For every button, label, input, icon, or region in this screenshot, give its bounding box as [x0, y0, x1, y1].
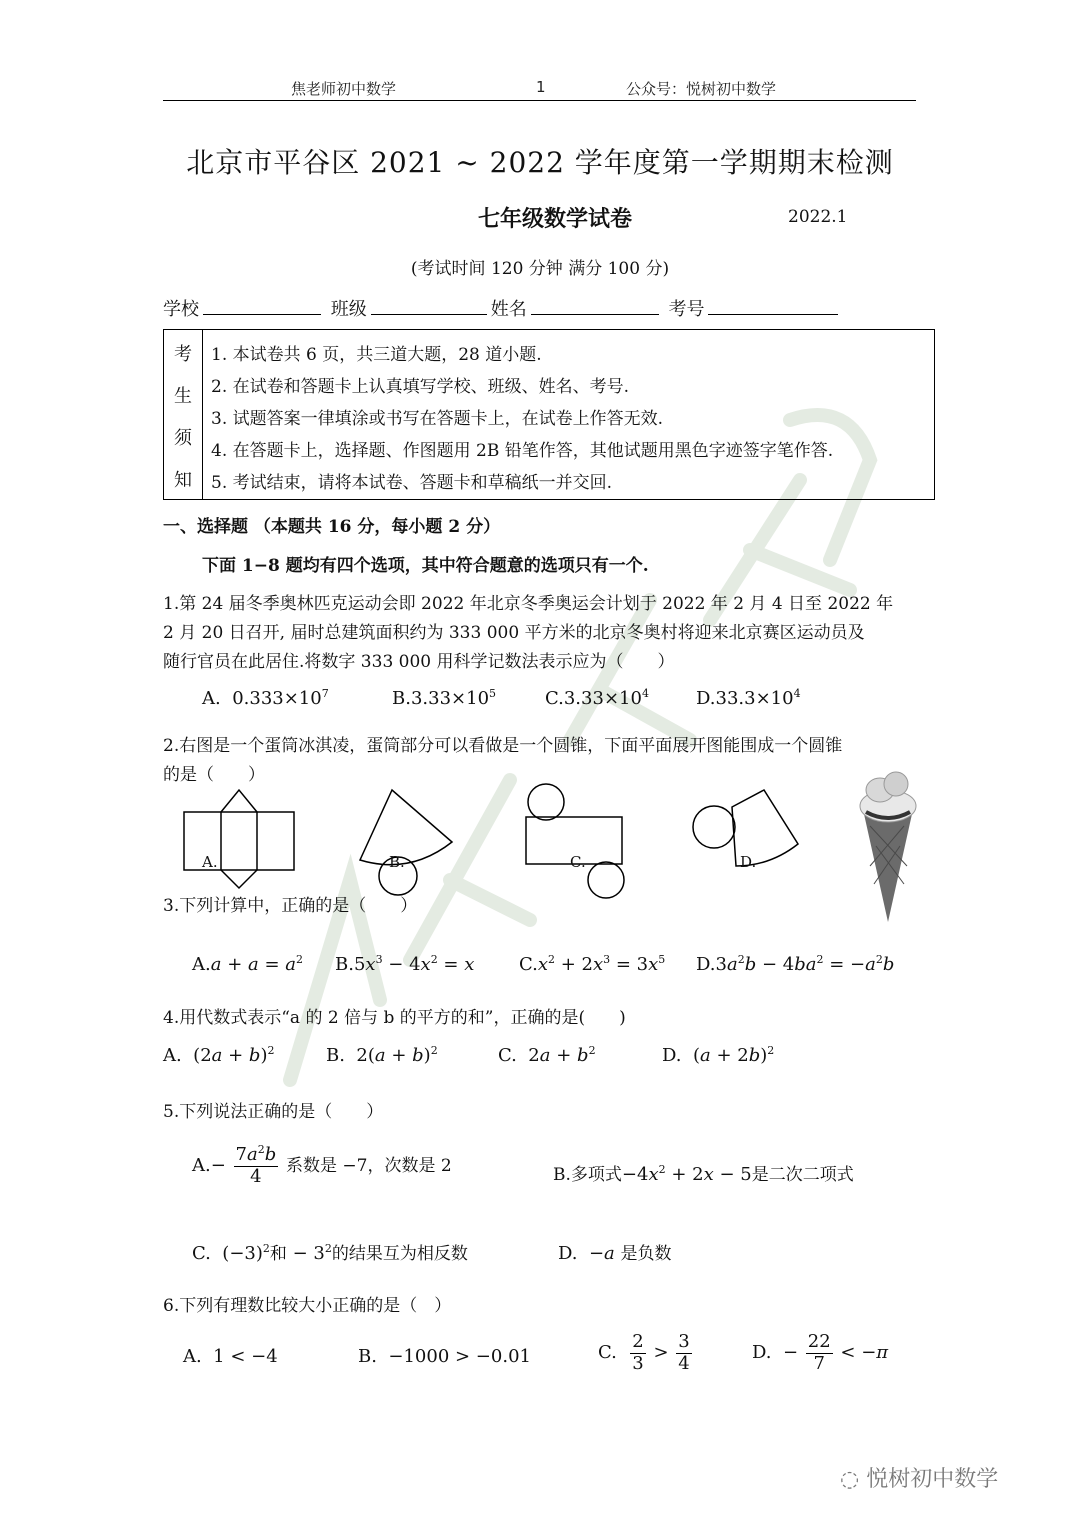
- exam-date: 2022.1: [788, 207, 848, 227]
- q6-option-d: D. − $\frac{22}{7}$ < −π: [752, 1331, 889, 1374]
- notice-label-char: 生: [174, 386, 192, 407]
- net-label-b: B.: [389, 853, 405, 871]
- net-label-c: C.: [570, 853, 586, 871]
- watermark-logo: ◌ 悦树初中数学: [840, 1467, 999, 1492]
- q1-line: 随行官员在此居住.将数字 333 000 用科学记数法表示应为（ ）: [163, 652, 675, 672]
- id-label: 考号: [668, 299, 705, 320]
- q3-option-c: $C.x^2 + 2x^3 = 3x^5$: [519, 953, 666, 975]
- notice-label-char: 须: [174, 428, 192, 449]
- q4-stem: 4.用代数式表示“a 的 2 倍与 b 的平方的和”，正确的是( ): [163, 1008, 626, 1028]
- exam-subtitle: 七年级数学试卷: [478, 206, 633, 232]
- q4-option-b: B. $2(a + b)^2$: [326, 1044, 438, 1066]
- page-number: 1: [536, 78, 546, 96]
- net-label-a: A.: [202, 853, 218, 871]
- q1-line: 2 月 20 日召开, 届时总建筑面积约为 333 000 平方米的北京冬奥村将迎来北京赛区运动员及: [163, 623, 865, 643]
- notice-label: [164, 330, 203, 499]
- q3-option-b: $B.5x^3 - 4x^2 = x$: [335, 953, 475, 975]
- class-label: 班级: [330, 299, 367, 320]
- notice-box: [163, 329, 935, 500]
- q4-option-a: A. $(2a + b)^2$: [163, 1044, 275, 1066]
- name-label: 姓名: [490, 299, 527, 320]
- exam-title: 北京市平谷区 2021 ~ 2022 学年度第一学期期末检测: [186, 146, 894, 179]
- q3-option-d: $D.3a^2b - 4ba^2 = -a^2b$: [696, 953, 895, 975]
- class-blank[interactable]: [371, 296, 487, 315]
- q5-option-b: B.多项式$-4x^2 + 2x - 5$是二次二项式: [553, 1163, 854, 1185]
- notice-item: 3. 试题答案一律填涂或书写在答题卡上，在试卷上作答无效.: [211, 409, 664, 429]
- net-figure-a: [170, 780, 310, 890]
- q5-option-a: A.− $\frac{7a^2b}{4}$ 系数是 −7，次数是 2: [192, 1143, 452, 1187]
- notice-label-char: 知: [174, 470, 192, 491]
- student-fields: [163, 295, 842, 321]
- q1-option-c: $C.3.33\times 10^4$: [545, 687, 649, 709]
- q3-option-a: $A.a + a = a^2$: [192, 953, 303, 975]
- q5-option-c: C. $(-3)^2$和 − $3^2$的结果互为相反数: [192, 1242, 468, 1264]
- notice-item: 5. 考试结束，请将本试卷、答题卡和草稿纸一并交回.: [211, 473, 613, 493]
- q5-option-d: D. −a 是负数: [558, 1243, 672, 1264]
- q4-option-c: C. $2a + b^2$: [498, 1044, 596, 1066]
- net-figure-c: [520, 782, 640, 902]
- notice-item: 4. 在答题卡上，选择题、作图题用 2B 铅笔作答，其他试题用黑色字迹签字笔作答.: [211, 441, 834, 461]
- header-rule: [163, 100, 916, 101]
- school-blank[interactable]: [203, 296, 321, 315]
- q6-option-a: A. 1 < −4: [183, 1346, 278, 1367]
- wechat-icon: ◌: [840, 1467, 860, 1492]
- q2-line: 2.右图是一个蛋筒冰淇凌，蛋筒部分可以看做是一个圆锥，下面平面展开图能围成一个圆锥: [163, 736, 843, 756]
- ice-cream-cone-image: [852, 766, 922, 926]
- id-blank[interactable]: [708, 296, 838, 315]
- school-label: 学校: [163, 299, 199, 320]
- q2-line: 的是（ ）: [163, 765, 265, 785]
- section-instruction: 下面 1−8 题均有四个选项，其中符合题意的选项只有一个.: [202, 556, 649, 576]
- header-left: 焦老师初中数学: [291, 80, 397, 98]
- net-label-d: D.: [740, 853, 757, 871]
- header-right: 公众号：悦树初中数学: [626, 80, 777, 98]
- q1-option-d: $D.33.3\times 10^4$: [696, 687, 801, 709]
- name-blank[interactable]: [531, 296, 659, 315]
- q1-option-b: $B.3.33\times 10^5$: [392, 687, 497, 709]
- q6-stem: 6.下列有理数比较大小正确的是（ ）: [163, 1296, 452, 1316]
- notice-label-char: 考: [174, 344, 192, 365]
- notice-item: 1. 本试卷共 6 页，共三道大题，28 道小题.: [211, 345, 542, 365]
- q6-option-b: B. −1000 > −0.01: [358, 1346, 531, 1367]
- net-figure-b: [350, 780, 490, 900]
- q1-option-a: A. $0.333\times 10^7$: [202, 687, 329, 709]
- q6-option-c: C. $\frac{2}{3}$ > $\frac{3}{4}$: [598, 1331, 690, 1374]
- q4-option-d: D. $(a + 2b)^2$: [662, 1044, 775, 1066]
- exam-info: (考试时间 120 分钟 满分 100 分): [410, 259, 670, 279]
- q3-stem: 3.下列计算中，正确的是（ ）: [163, 896, 418, 916]
- notice-item: 2. 在试卷和答题卡上认真填写学校、班级、姓名、考号.: [211, 377, 630, 397]
- q5-stem: 5.下列说法正确的是（ ）: [163, 1102, 384, 1122]
- section-heading: 一、选择题 （本题共 16 分，每小题 2 分）: [163, 517, 501, 537]
- q1-line: 1.第 24 届冬季奥林匹克运动会即 2022 年北京冬季奥运会计划于 2022 年 2 月 4 日至 2022 年: [163, 594, 894, 614]
